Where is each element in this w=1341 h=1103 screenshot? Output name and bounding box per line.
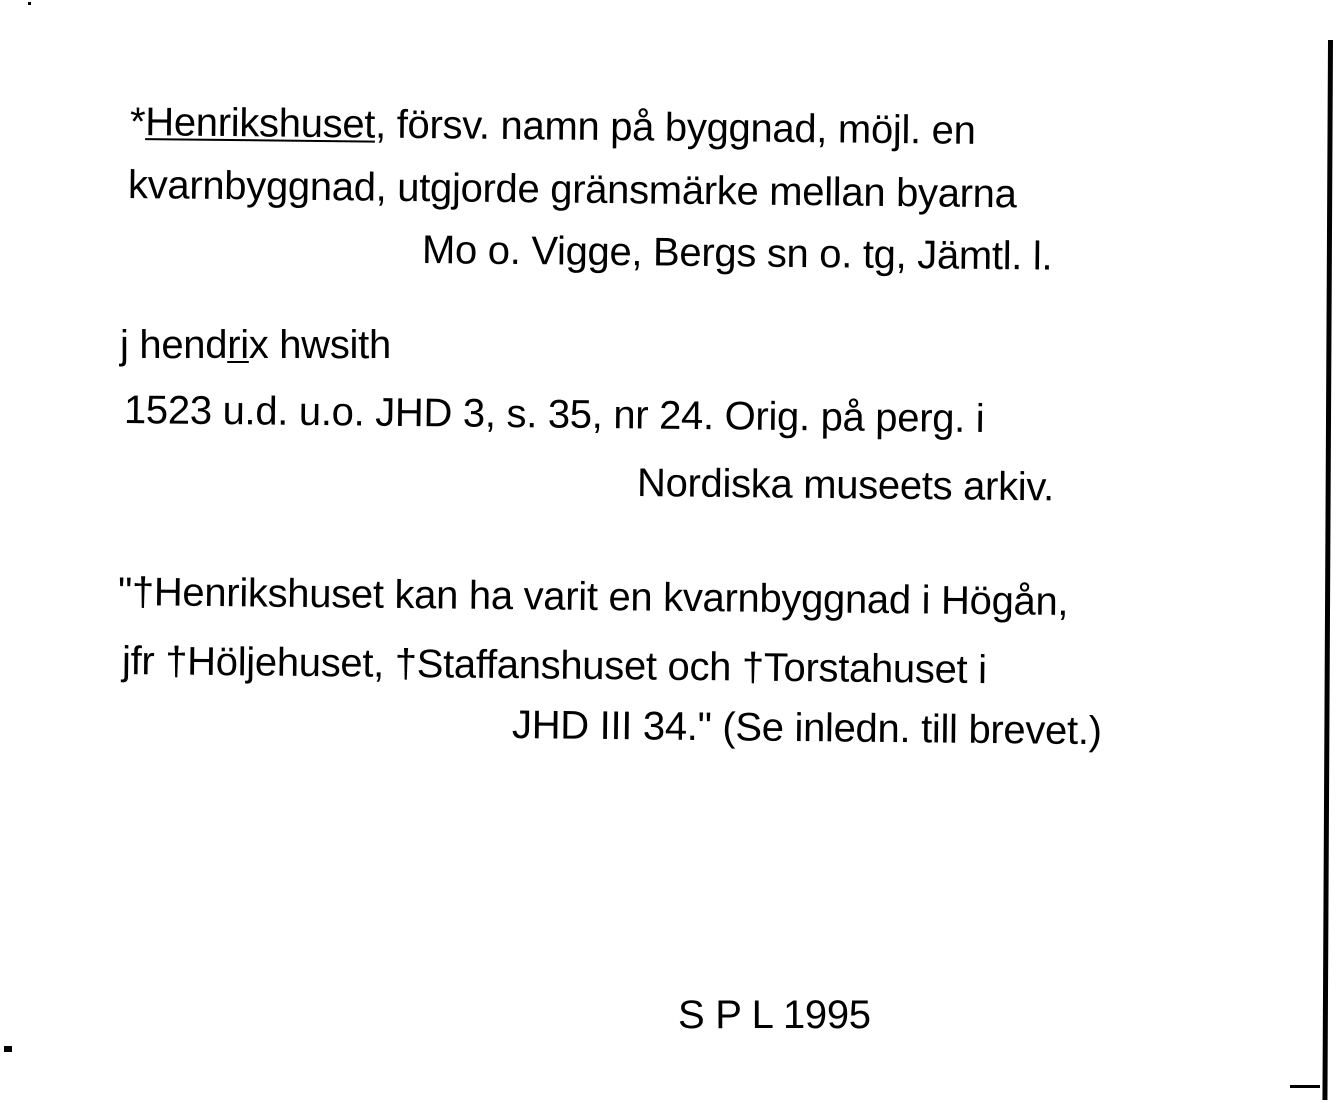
note-line-1: "†Henrikshuset kan ha varit en kvarnbyggnad i Högån, <box>117 570 1069 624</box>
signature: S P L 1995 <box>678 993 871 1037</box>
scan-artifact <box>4 1046 12 1052</box>
scan-artifact <box>1290 1085 1320 1088</box>
entry-line-2: kvarnbyggnad, utgjorde gränsmärke mellan byarna <box>127 163 1017 217</box>
attested-form <box>120 325 391 365</box>
headword: Henrikshuset <box>145 100 376 147</box>
asterisk-mark: * <box>129 100 146 145</box>
attested-form-part: j hend <box>120 323 228 367</box>
card-edge-line <box>1322 40 1333 1100</box>
entry-line-3: Mo o. Vigge, Bergs sn o. tg, Jämtl. l. <box>421 228 1053 279</box>
source-line-1: 1523 u.d. u.o. JHD 3, s. 35, nr 24. Orig. på perg. i <box>123 388 985 442</box>
attested-form-part: x hwsith <box>248 323 391 367</box>
source-line-2: Nordiska museets arkiv. <box>636 461 1055 510</box>
entry-line-1 <box>130 102 976 151</box>
attested-form-underlined: ri <box>227 323 249 367</box>
note-line-2: jfr †Höljehuset, †Staffanshuset och †Torstahuset i <box>121 639 987 693</box>
definition-text: , försv. namn på byggnad, möjl. en <box>374 102 976 153</box>
note-line-3: JHD III 34." (Se inledn. till brevet.) <box>511 703 1102 754</box>
scan-artifact <box>28 2 31 5</box>
